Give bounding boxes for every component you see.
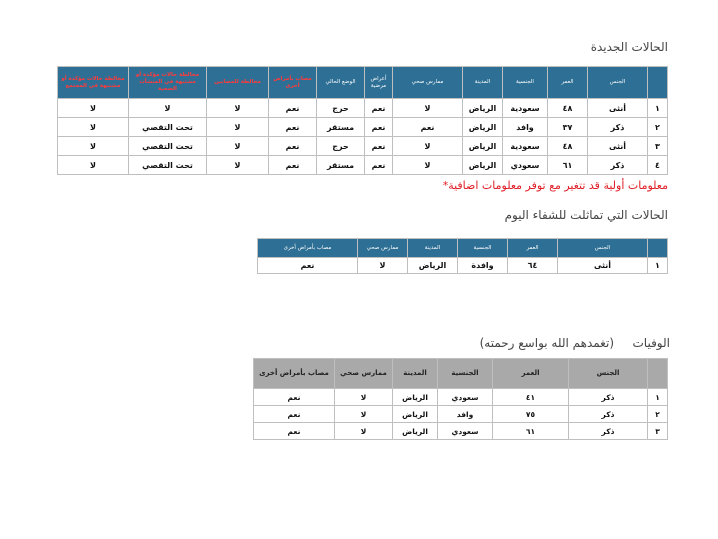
cell: ذكر — [588, 156, 648, 175]
cell: حرج — [317, 137, 365, 156]
header-nationality: الجنسية — [458, 239, 508, 258]
row-index: ١ — [648, 389, 668, 406]
cell: ٤١ — [493, 389, 569, 406]
header-city: المدينة — [408, 239, 458, 258]
cell: ٦١ — [493, 423, 569, 440]
cell: لا — [207, 137, 269, 156]
cell: الرياض — [393, 406, 438, 423]
header-nationality: الجنسية — [438, 359, 493, 389]
cell: نعم — [258, 258, 358, 274]
cell: الرياض — [463, 118, 503, 137]
cell: سعودي — [438, 423, 493, 440]
table-row — [58, 118, 668, 137]
recovered-title: الحالات التي تماثلت للشفاء اليوم — [504, 208, 668, 222]
table-row — [58, 137, 668, 156]
cell: أنثى — [588, 99, 648, 118]
table-header-row — [58, 67, 668, 99]
cell: نعم — [365, 137, 393, 156]
row-index: ٢ — [648, 406, 668, 423]
cell: الرياض — [463, 137, 503, 156]
cell: لا — [58, 99, 129, 118]
row-index: ٢ — [648, 118, 668, 137]
index-header — [648, 359, 668, 389]
cell: الرياض — [463, 99, 503, 118]
cell: سعودي — [438, 389, 493, 406]
index-header — [648, 67, 668, 99]
cell: أنثى — [588, 137, 648, 156]
cell: مستقر — [317, 156, 365, 175]
cell: لا — [335, 406, 393, 423]
header-contact-community: مخالطة حالات مؤكدة أو مشتبهة في المجتمع — [58, 67, 129, 99]
header-nationality: الجنسية — [503, 67, 548, 99]
cell: لا — [207, 99, 269, 118]
deaths-title: الوفيات — [632, 336, 670, 350]
cell: وافد — [438, 406, 493, 423]
header-health-practitioner: ممارس صحي — [335, 359, 393, 389]
table-header-row — [258, 239, 668, 258]
new-cases-table — [57, 66, 668, 175]
cell: نعم — [365, 118, 393, 137]
header-gender: الجنس — [558, 239, 648, 258]
cell: لا — [335, 389, 393, 406]
cell: الرياض — [393, 389, 438, 406]
cell: الرياض — [463, 156, 503, 175]
cell: نعم — [365, 156, 393, 175]
index-header — [648, 239, 668, 258]
cell: نعم — [269, 118, 317, 137]
cell: وافد — [503, 118, 548, 137]
cell: لا — [58, 137, 129, 156]
row-index: ٣ — [648, 137, 668, 156]
cell: أنثى — [558, 258, 648, 274]
header-age: العمر — [548, 67, 588, 99]
cell: ٦٤ — [508, 258, 558, 274]
header-contact-health-facilities: مخالطة حالات مؤكدة أو مشتبهة في المنشآت الصحية — [129, 67, 207, 99]
header-gender: الجنس — [588, 67, 648, 99]
cell: ذكر — [569, 406, 648, 423]
cell: سعودي — [503, 156, 548, 175]
cell: لا — [358, 258, 408, 274]
deaths-table — [253, 358, 668, 440]
new-cases-title: الحالات الجديدة — [590, 40, 668, 54]
cell: نعم — [269, 99, 317, 118]
cell: تحت التقصي — [129, 156, 207, 175]
cell: لا — [207, 156, 269, 175]
cell: لا — [393, 99, 463, 118]
cell: نعم — [269, 156, 317, 175]
header-gender: الجنس — [569, 359, 648, 389]
cell: ٤٨ — [548, 99, 588, 118]
header-other-diseases: مصاب بأمراض أخرى — [258, 239, 358, 258]
recovered-table — [257, 238, 668, 274]
cell: نعم — [269, 137, 317, 156]
header-age: العمر — [493, 359, 569, 389]
cell: ٦١ — [548, 156, 588, 175]
table-row — [258, 258, 668, 274]
table-row — [254, 406, 668, 423]
table-row — [58, 99, 668, 118]
header-health-practitioner: ممارس صحي — [358, 239, 408, 258]
row-index: ١ — [648, 99, 668, 118]
header-other-diseases: مصاب بأمراض أخرى — [269, 67, 317, 99]
cell: حرج — [317, 99, 365, 118]
table-header-row — [254, 359, 668, 389]
cell: ٤٨ — [548, 137, 588, 156]
cell: لا — [393, 156, 463, 175]
cell: ٣٧ — [548, 118, 588, 137]
cell: ذكر — [569, 389, 648, 406]
header-city: المدينة — [463, 67, 503, 99]
row-index: ٣ — [648, 423, 668, 440]
cell: سعودية — [503, 99, 548, 118]
cell: نعم — [254, 389, 335, 406]
cell: مستقر — [317, 118, 365, 137]
header-health-practitioner: ممارس صحي — [393, 67, 463, 99]
cell: تحت التقصي — [129, 118, 207, 137]
cell: لا — [207, 118, 269, 137]
table-row — [58, 156, 668, 175]
preliminary-info-note: معلومات أولية قد تتغير مع توفر معلومات اضافية* — [442, 179, 668, 192]
table-row — [254, 389, 668, 406]
header-contact-infected: مخالطة للمصابين — [207, 67, 269, 99]
header-current-status: الوضع الحالي — [317, 67, 365, 99]
header-age: العمر — [508, 239, 558, 258]
deaths-subtitle: (تغمدهم الله بواسع رحمته) — [479, 336, 614, 350]
row-index: ٤ — [648, 156, 668, 175]
cell: لا — [58, 156, 129, 175]
cell: ٧٥ — [493, 406, 569, 423]
cell: ذكر — [569, 423, 648, 440]
cell: نعم — [254, 406, 335, 423]
table-row — [254, 423, 668, 440]
cell: لا — [129, 99, 207, 118]
cell: لا — [335, 423, 393, 440]
cell: سعودية — [503, 137, 548, 156]
cell: وافدة — [458, 258, 508, 274]
row-index: ١ — [648, 258, 668, 274]
cell: نعم — [365, 99, 393, 118]
cell: لا — [58, 118, 129, 137]
cell: لا — [393, 137, 463, 156]
cell: ذكر — [588, 118, 648, 137]
cell: نعم — [393, 118, 463, 137]
header-other-diseases: مصاب بأمراض أخرى — [254, 359, 335, 389]
cell: الرياض — [408, 258, 458, 274]
cell: نعم — [254, 423, 335, 440]
header-city: المدينة — [393, 359, 438, 389]
header-symptoms: أعراض مرضية — [365, 67, 393, 99]
cell: تحت التقصي — [129, 137, 207, 156]
cell: الرياض — [393, 423, 438, 440]
